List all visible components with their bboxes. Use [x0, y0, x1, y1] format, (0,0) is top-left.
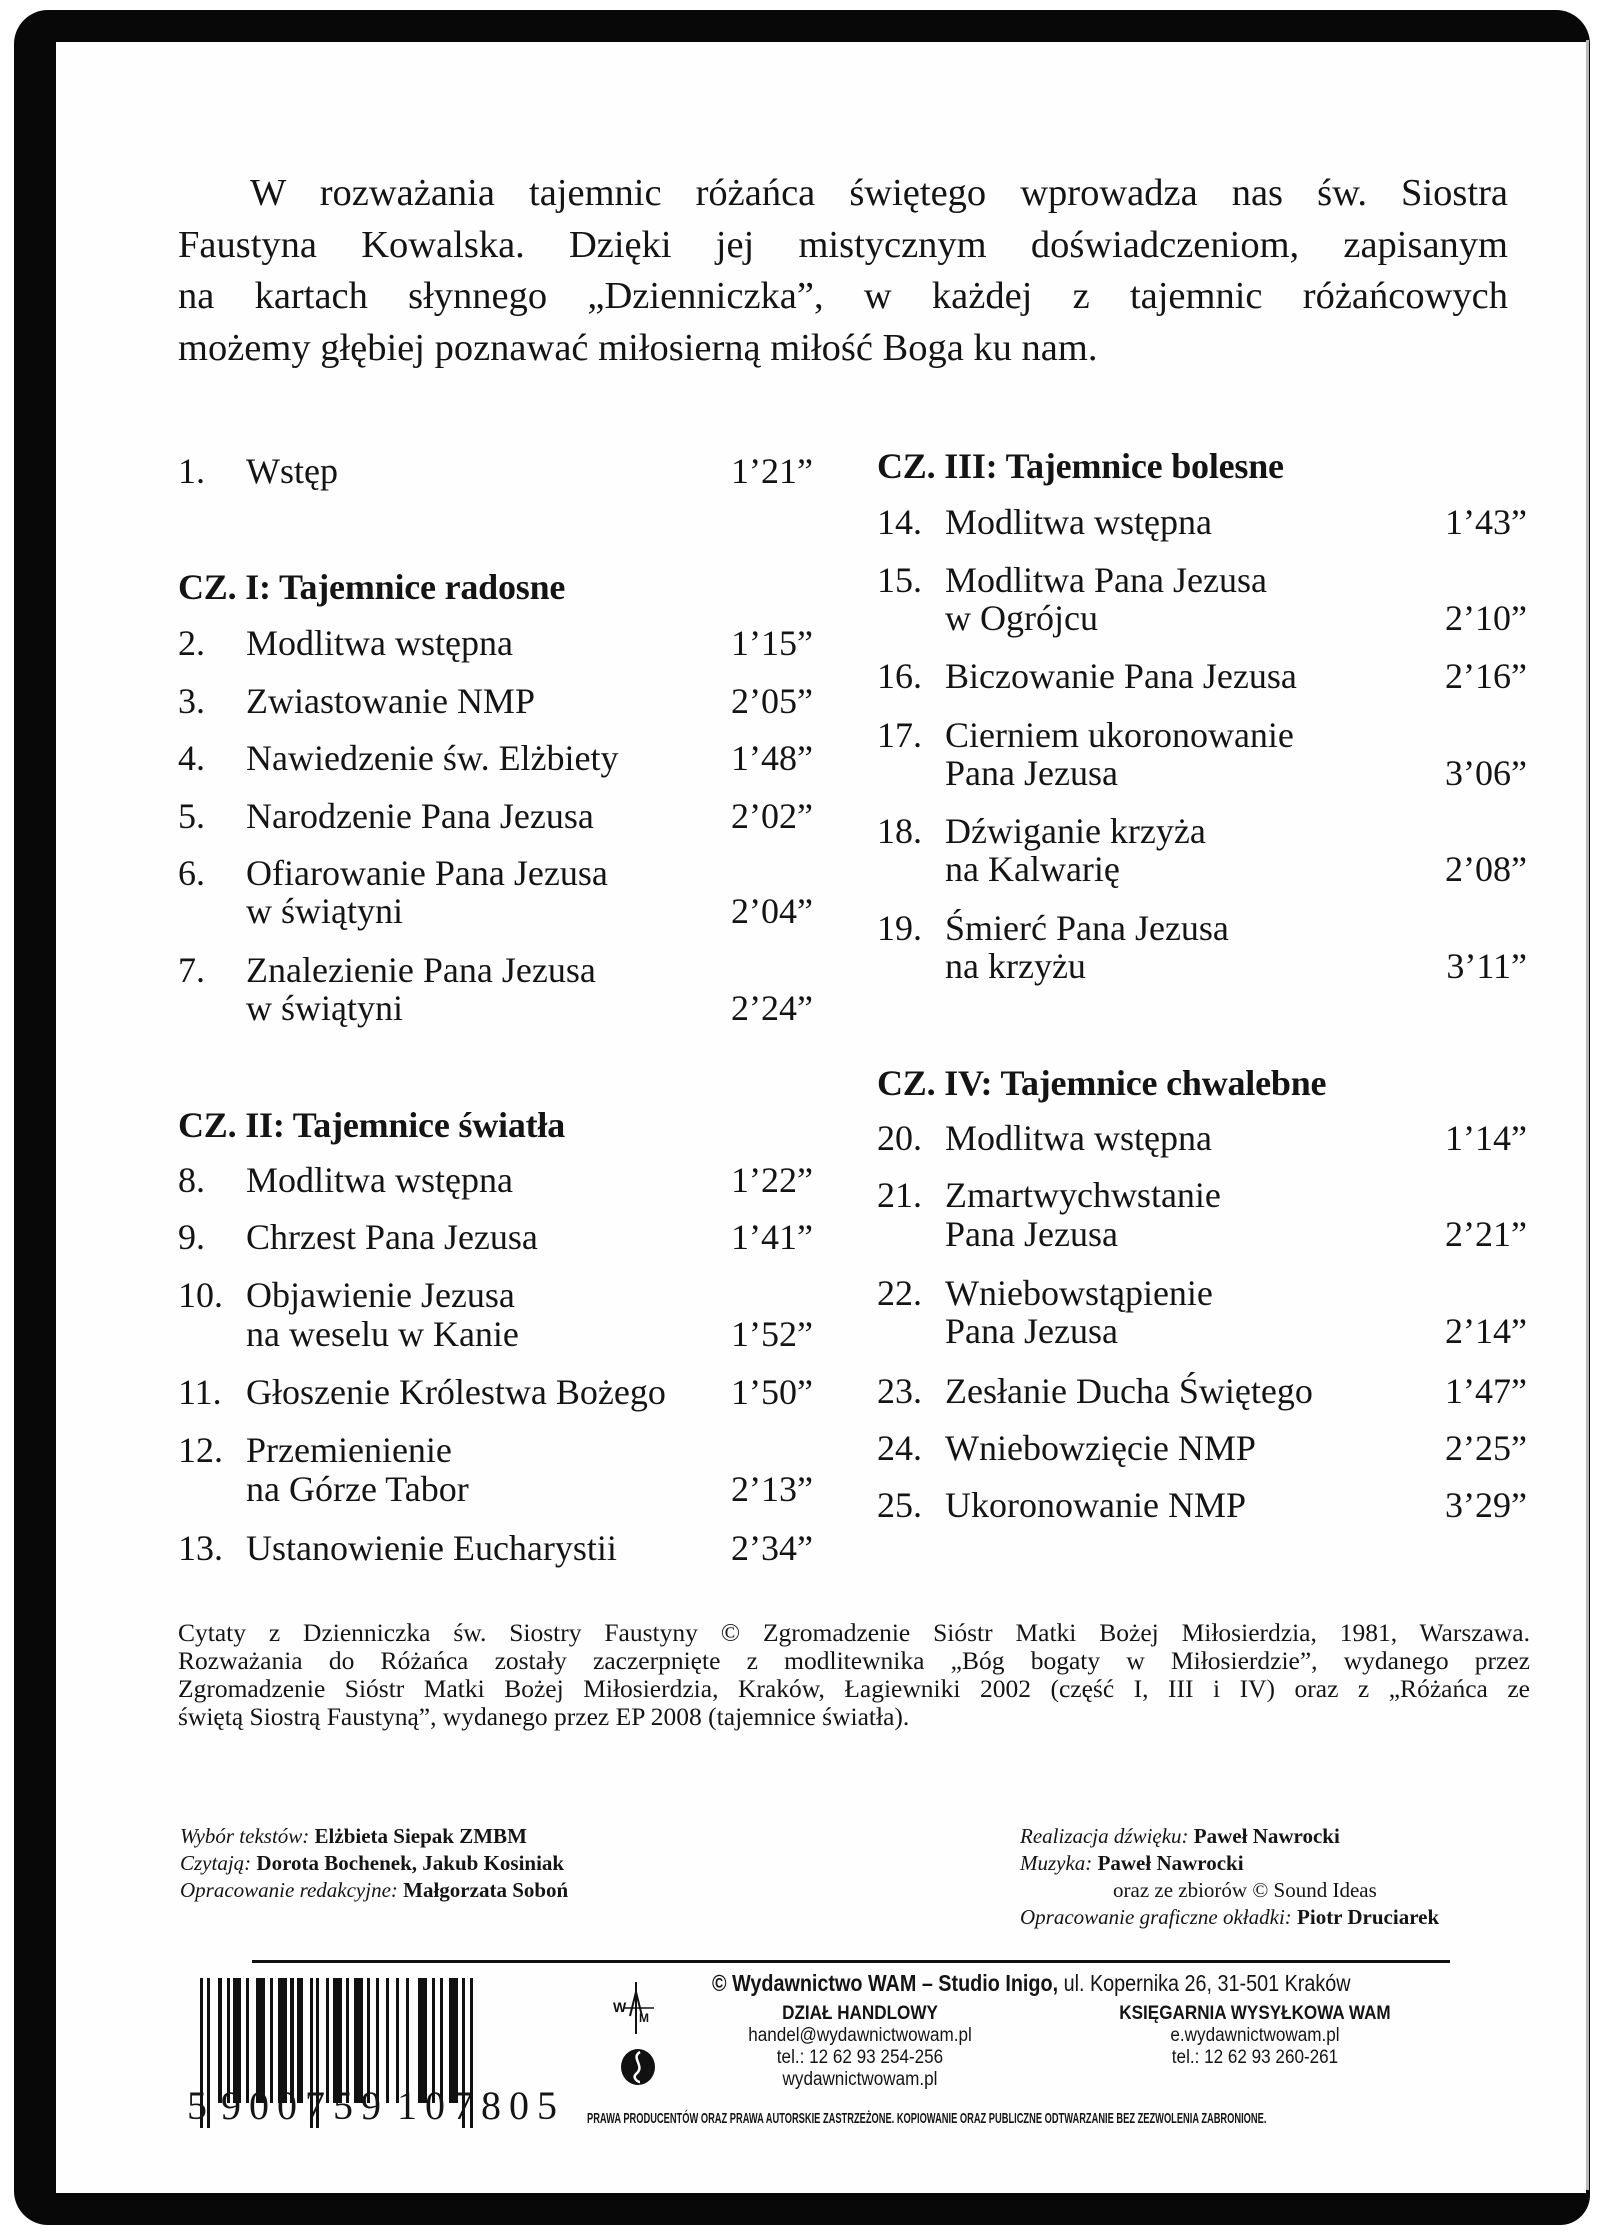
staff-credits-left: [180, 1823, 568, 1904]
track-duration: 3’29”: [1445, 1485, 1527, 1525]
sources-line: Rozważania do Różańca zostały zaczerpnięte z modlitewnika „Bóg bogaty w Miłosierdzie”, wydanego przez: [178, 1646, 1530, 1675]
track-title-continued: w Ogrójcu: [945, 598, 1098, 638]
track-duration: 1’41”: [731, 1217, 813, 1257]
sales-department: [716, 2003, 1004, 2091]
track-duration: 2’05”: [731, 681, 813, 721]
publisher-line: [712, 1970, 1351, 1997]
credit-role: Wybór tekstów:: [180, 1824, 310, 1848]
credit-line: [1020, 1850, 1439, 1877]
shop-website-link[interactable]: e.wydawnictwowam.pl: [1170, 2025, 1340, 2046]
track-title: Modlitwa wstępna: [246, 623, 513, 663]
track-title: Zmartwychwstanie: [945, 1175, 1221, 1215]
svg-text:W: W: [613, 1999, 627, 2015]
case-frame-edge: [1586, 40, 1589, 2190]
track-number: 13.: [178, 1528, 223, 1568]
section-title-sorrowful: CZ. III: Tajemnice bolesne: [877, 446, 1284, 486]
track-number: 1.: [178, 451, 205, 491]
track-duration: 3’06”: [1445, 753, 1527, 793]
sources-line: Zgromadzenie Sióstr Matki Bożej Miłosierdzia, Kraków, Łagiewniki 2002 (część I, III i IV) oraz z „Różańca ze: [178, 1674, 1530, 1703]
intro-paragraph: [178, 168, 1508, 374]
track-title: Wniebowstąpienie: [945, 1273, 1213, 1313]
track-title: Ukoronowanie NMP: [945, 1485, 1246, 1525]
sales-heading: DZIAŁ HANDLOWY: [782, 2003, 938, 2024]
track-title-continued: na Górze Tabor: [246, 1469, 469, 1509]
track-title-continued: Pana Jezusa: [945, 1214, 1118, 1254]
track-title-continued: Pana Jezusa: [945, 753, 1118, 793]
track-title: Przemienienie: [246, 1430, 452, 1470]
track-number: 8.: [178, 1160, 205, 1200]
track-number: 14.: [877, 502, 922, 542]
barcode-number: [187, 2082, 565, 2129]
track-number: 5.: [178, 796, 205, 836]
credit-person: Piotr Druciarek: [1297, 1905, 1440, 1929]
publisher-name: © Wydawnictwo WAM – Studio Inigo,: [712, 1970, 1059, 1996]
track-title-continued: Pana Jezusa: [945, 1311, 1118, 1351]
divider-rule: [252, 1960, 1450, 1963]
track-title: Cierniem ukoronowanie: [945, 715, 1294, 755]
sales-website-link[interactable]: wydawnictwowam.pl: [782, 2069, 938, 2090]
track-title: Zwiastowanie NMP: [246, 681, 535, 721]
intro-line: na kartach słynnego „Dzienniczka”, w każdej z tajemnic różańcowych: [178, 275, 1508, 317]
credit-line-extra: oraz ze zbiorów © Sound Ideas: [1113, 1878, 1377, 1902]
barcode-digits-right: 107805: [397, 2083, 565, 2128]
section-title-glorious: CZ. IV: Tajemnice chwalebne: [877, 1063, 1327, 1103]
track-title: Znalezienie Pana Jezusa: [246, 950, 596, 990]
track-duration: 1’22”: [731, 1160, 813, 1200]
intro-line: możemy głębiej poznawać miłosierną miłość Boga ku nam.: [178, 326, 1098, 369]
track-duration: 1’14”: [1445, 1118, 1527, 1158]
legal-notice: PRAWA PRODUCENTÓW ORAZ PRAWA AUTORSKIE ZASTRZEŻONE. KOPIOWANIE ORAZ PUBLICZNE ODTWARZANIE BEZ ZEZWOLENIA ZABRONIONE.: [587, 2110, 1267, 2127]
track-title: Modlitwa wstępna: [246, 1160, 513, 1200]
track-title: Ofiarowanie Pana Jezusa: [246, 853, 608, 893]
track-duration: 1’50”: [731, 1372, 813, 1412]
track-duration: 2’24”: [731, 988, 813, 1028]
track-duration: 2’34”: [731, 1528, 813, 1568]
credit-role: Opracowanie graficzne okładki:: [1020, 1905, 1292, 1929]
sales-email-link[interactable]: handel@wydawnictwowam.pl: [748, 2025, 972, 2046]
track-duration: 2’02”: [731, 796, 813, 836]
track-number: 21.: [877, 1175, 922, 1215]
track-duration: 3’11”: [1446, 946, 1527, 986]
track-duration: 2’13”: [731, 1469, 813, 1509]
track-number: 18.: [877, 811, 922, 851]
shop-phone: tel.: 12 62 93 260-261: [1171, 2047, 1339, 2068]
track-duration: 2’14”: [1445, 1311, 1527, 1351]
intro-line: Faustyna Kowalska. Dzięki jej mistycznym doświadczeniom, zapisanym: [178, 223, 1508, 266]
track-number: 25.: [877, 1485, 922, 1525]
credit-line: [1020, 1823, 1439, 1850]
staff-credits-right: [1020, 1823, 1439, 1931]
track-number: 12.: [178, 1430, 223, 1470]
track-title: Nawiedzenie św. Elżbiety: [246, 738, 619, 778]
track-title: Głoszenie Królestwa Bożego: [246, 1372, 666, 1412]
track-duration: 2’25”: [1445, 1428, 1527, 1468]
studio-inigo-logo-icon: [620, 2048, 656, 2086]
svg-text:M: M: [639, 2011, 649, 2025]
track-title-continued: na Kalwarię: [945, 849, 1120, 889]
track-title-continued: na krzyżu: [945, 946, 1086, 986]
track-duration: 2’08”: [1445, 849, 1527, 889]
track-duration: 2’04”: [731, 891, 813, 931]
track-title: Narodzenie Pana Jezusa: [246, 796, 594, 836]
credit-line: [180, 1850, 568, 1877]
track-title: Objawienie Jezusa: [246, 1275, 515, 1315]
intro-line: W rozważania tajemnic różańca świętego wprowadza nas św. Siostra: [250, 172, 1508, 214]
credit-role: Opracowanie redakcyjne:: [180, 1878, 398, 1902]
track-number: 20.: [877, 1118, 922, 1158]
track-title-continued: w świątyni: [246, 891, 403, 931]
track-title: Modlitwa wstępna: [945, 502, 1212, 542]
track-title-continued: w świątyni: [246, 988, 403, 1028]
credit-person: Paweł Nawrocki: [1097, 1851, 1244, 1875]
track-title: Modlitwa wstępna: [945, 1118, 1212, 1158]
track-duration: 1’52”: [731, 1314, 813, 1354]
track-title: Biczowanie Pana Jezusa: [945, 656, 1297, 696]
track-number: 9.: [178, 1217, 205, 1257]
track-duration: 1’43”: [1445, 502, 1527, 542]
track-title: Ustanowienie Eucharystii: [246, 1528, 617, 1568]
track-number: 2.: [178, 623, 205, 663]
track-title: Chrzest Pana Jezusa: [246, 1217, 538, 1257]
track-number: 10.: [178, 1275, 223, 1315]
credit-role: Realizacja dźwięku:: [1020, 1824, 1189, 1848]
track-number: 23.: [877, 1371, 922, 1411]
track-duration: 2’16”: [1445, 656, 1527, 696]
sources-paragraph: [178, 1619, 1530, 1731]
publisher-address: ul. Kopernika 26, 31-501 Kraków: [1058, 1970, 1351, 1996]
track-title: Dźwiganie krzyża: [945, 811, 1206, 851]
track-title: Modlitwa Pana Jezusa: [945, 560, 1267, 600]
track-duration: 2’21”: [1445, 1214, 1527, 1254]
track-title-continued: na weselu w Kanie: [246, 1314, 519, 1354]
barcode-digit-first: 5: [187, 2083, 215, 2128]
credit-role: Muzyka:: [1020, 1851, 1093, 1875]
credit-person: Małgorzata Soboń: [403, 1878, 569, 1902]
track-duration: 1’47”: [1445, 1371, 1527, 1411]
sources-line: Cytaty z Dzienniczka św. Siostry Faustyny © Zgromadzenie Sióstr Matki Bożej Miłosierdzia, 1981, Warszawa.: [178, 1618, 1530, 1647]
track-number: 11.: [178, 1372, 222, 1412]
credit-person: Elżbieta Siepak ZMBM: [314, 1824, 527, 1848]
barcode-digits-left: 900759: [221, 2083, 389, 2128]
credit-line: [180, 1823, 568, 1850]
track-title: Wniebowzięcie NMP: [945, 1428, 1256, 1468]
track-number: 6.: [178, 853, 205, 893]
track-duration: 1’21”: [731, 451, 813, 491]
track-number: 4.: [178, 738, 205, 778]
track-title: Zesłanie Ducha Świętego: [945, 1371, 1313, 1411]
sales-phone: tel.: 12 62 93 254-256: [776, 2047, 944, 2068]
track-title: Śmierć Pana Jezusa: [945, 908, 1229, 948]
credit-role: Czytają:: [180, 1851, 252, 1875]
track-number: 3.: [178, 681, 205, 721]
track-number: 15.: [877, 560, 922, 600]
track-number: 24.: [877, 1428, 922, 1468]
track-number: 17.: [877, 715, 922, 755]
shop-heading: KSIĘGARNIA WYSYŁKOWA WAM: [1119, 2003, 1391, 2024]
track-number: 22.: [877, 1273, 922, 1313]
track-title: Wstęp: [246, 451, 338, 491]
section-title-joyful: CZ. I: Tajemnice radosne: [178, 567, 566, 607]
credit-person: Paweł Nawrocki: [1193, 1824, 1340, 1848]
track-number: 16.: [877, 656, 922, 696]
credit-line: [180, 1877, 568, 1904]
track-number: 19.: [877, 908, 922, 948]
track-duration: 1’48”: [731, 738, 813, 778]
track-number: 7.: [178, 950, 205, 990]
sources-line: świętą Siostrą Faustyną”, wydanego przez EP 2008 (tajemnice światła).: [178, 1702, 910, 1731]
mail-order-shop: [1102, 2003, 1408, 2069]
track-duration: 2’10”: [1445, 598, 1527, 638]
track-duration: 1’15”: [731, 623, 813, 663]
wam-logo-icon: [612, 1978, 657, 2038]
credit-line: [1020, 1904, 1439, 1931]
section-title-luminous: CZ. II: Tajemnice światła: [178, 1105, 566, 1145]
credit-person: Dorota Bochenek, Jakub Kosiniak: [256, 1851, 565, 1875]
